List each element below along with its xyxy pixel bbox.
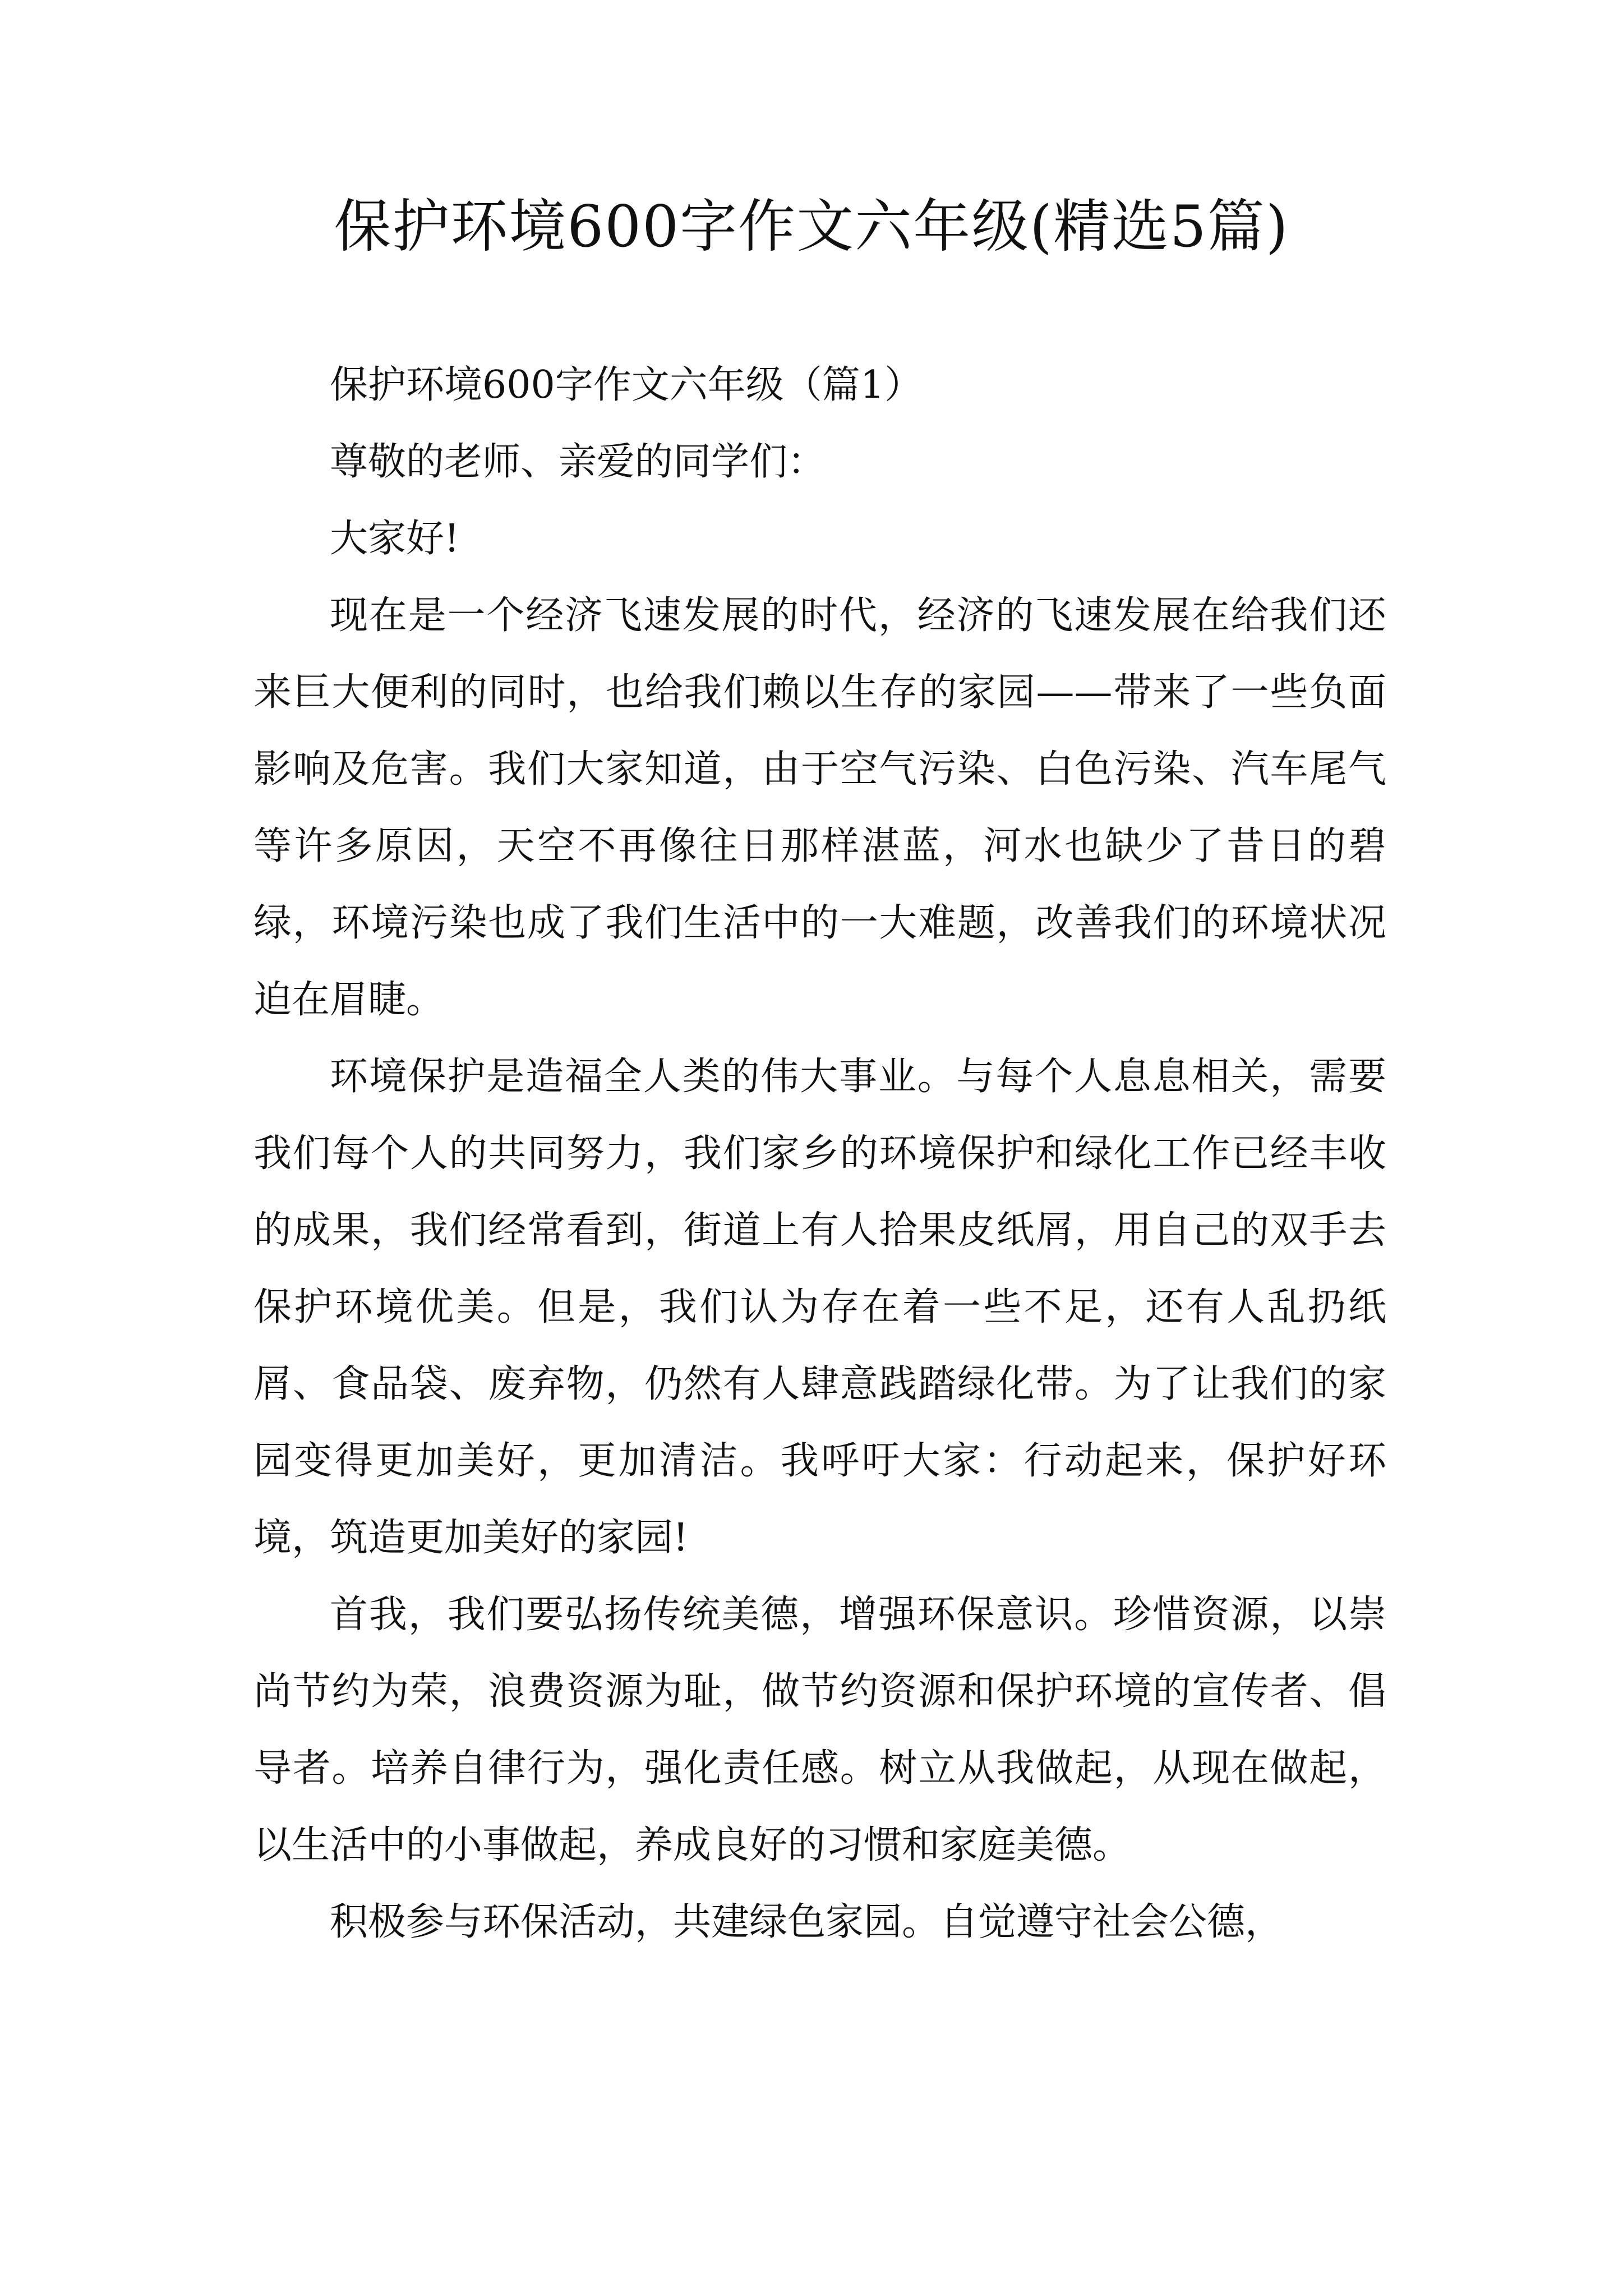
body-paragraph: 现在是一个经济飞速发展的时代，经济的飞速发展在给我们还来巨大便利的同时，也给我们赖以生存的家园——带来了一些负面影响及危害。我们大家知道，由于空气污染、白色污染、汽车尾气等许多原因，天空不再像往日那样湛蓝，河水也缺少了昔日的碧绿，环境污染也成了我们生活中的一大难题，改善我们的环境状况迫在眉睫。 <box>253 593 1386 1022</box>
body-paragraph: 环境保护是造福全人类的伟大事业。与每个人息息相关，需要我们每个人的共同努力，我们家乡的环境保护和绿化工作已经丰收的成果，我们经常看到，街道上有人拾果皮纸屑，用自己的双手去保护环境优美。但是，我们认为存在着一些不足，还有人乱扔纸屑、食品袋、废弃物，仍然有人肆意践踏绿化带。为了让我们的家园变得更加美好，更加清洁。我呼吁大家：行动起来，保护好环境，筑造更加美好的家园! <box>253 1055 1386 1560</box>
salutation: 尊敬的老师、亲爱的同学们： <box>330 440 826 484</box>
document-body <box>253 347 1386 1961</box>
body-paragraph: 积极参与环保活动，共建绿色家园。自觉遵守社会公德， <box>330 1900 1284 1944</box>
body-paragraph: 首我，我们要弘扬传统美德，增强环保意识。珍惜资源，以崇尚节约为荣，浪费资源为耻，做节约资源和保护环境的宣传者、倡导者。培养自律行为，强化责任感。树立从我做起，从现在做起，以生活中的小事做起，养成良好的习惯和家庭美德。 <box>253 1593 1386 1867</box>
section-heading: 保护环境600字作文六年级（篇1） <box>330 363 923 407</box>
document-title: 保护环境600字作文六年级(精选5篇) <box>334 194 1289 260</box>
greeting: 大家好! <box>330 517 460 561</box>
